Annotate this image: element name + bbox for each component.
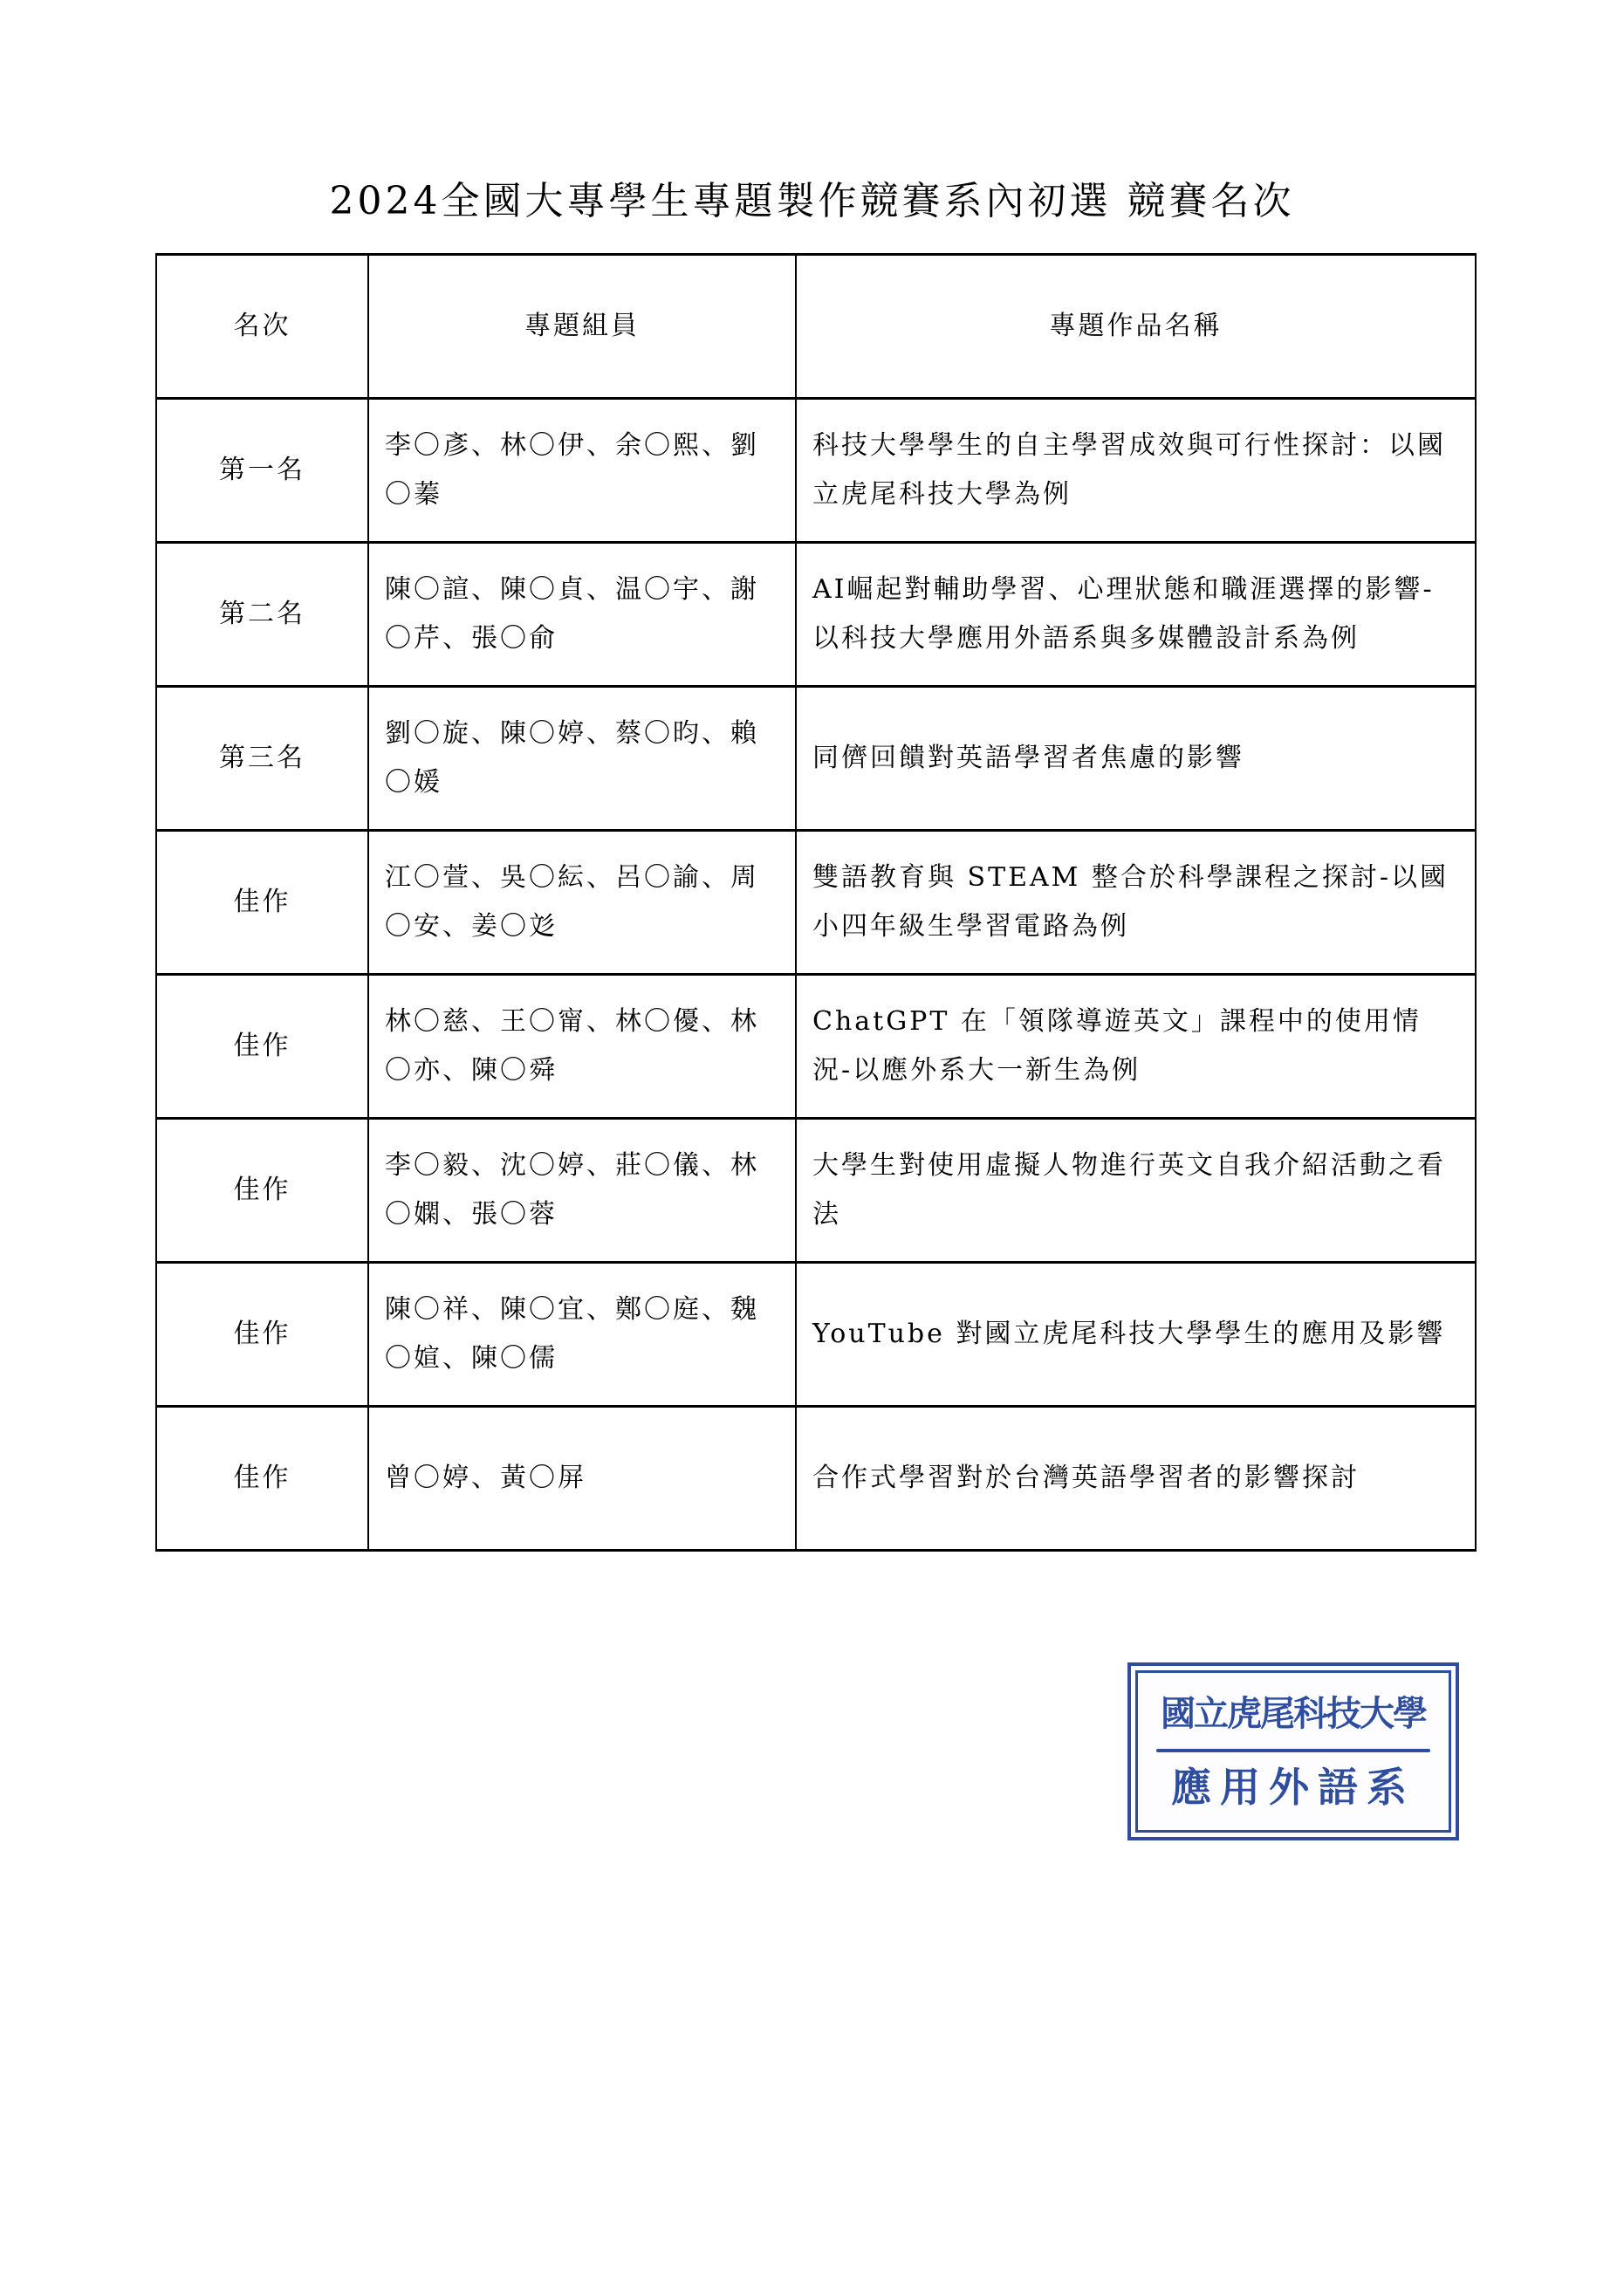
table-row xyxy=(156,399,1476,543)
rank-cell: 佳作 xyxy=(156,1407,368,1551)
department-seal-stamp xyxy=(1127,1662,1459,1840)
project-title-cell: 大學生對使用虛擬人物進行英文自我介紹活動之看法 xyxy=(796,1119,1476,1263)
members-cell: 林〇慈、王〇甯、林〇優、林〇亦、陳〇舜 xyxy=(368,975,796,1119)
stamp-university-name: 國立虎尾科技大學 xyxy=(1161,1694,1426,1734)
table-row xyxy=(156,975,1476,1119)
stamp-department-name: 應用外語系 xyxy=(1171,1764,1415,1811)
header-project-title: 專題作品名稱 xyxy=(796,255,1476,399)
table-row xyxy=(156,687,1476,831)
members-cell: 陳〇祥、陳〇宜、鄭〇庭、魏〇媗、陳〇儒 xyxy=(368,1263,796,1407)
rank-cell: 佳作 xyxy=(156,1119,368,1263)
members-cell: 曾〇婷、黃〇屏 xyxy=(368,1407,796,1551)
rank-cell: 第二名 xyxy=(156,543,368,687)
stamp-divider xyxy=(1156,1749,1429,1752)
members-cell: 劉〇旋、陳〇婷、蔡〇昀、賴〇媛 xyxy=(368,687,796,831)
table-header-row xyxy=(156,255,1476,399)
project-title-cell: YouTube 對國立虎尾科技大學學生的應用及影響 xyxy=(796,1263,1476,1407)
rank-cell: 佳作 xyxy=(156,1263,368,1407)
project-title-cell: 科技大學學生的自主學習成效與可行性探討：以國立虎尾科技大學為例 xyxy=(796,399,1476,543)
project-title-cell: AI崛起對輔助學習、心理狀態和職涯選擇的影響-以科技大學應用外語系與多媒體設計系為例 xyxy=(796,543,1476,687)
project-title-cell: 同儕回饋對英語學習者焦慮的影響 xyxy=(796,687,1476,831)
table-row xyxy=(156,543,1476,687)
rank-cell: 第三名 xyxy=(156,687,368,831)
project-title-cell: 合作式學習對於台灣英語學習者的影響探討 xyxy=(796,1407,1476,1551)
table-row xyxy=(156,1119,1476,1263)
rank-cell: 佳作 xyxy=(156,975,368,1119)
rank-cell: 佳作 xyxy=(156,831,368,975)
members-cell: 江〇萱、吳〇紜、呂〇諭、周〇安、姜〇彣 xyxy=(368,831,796,975)
project-title-cell: 雙語教育與 STEAM 整合於科學課程之探討-以國小四年級生學習電路為例 xyxy=(796,831,1476,975)
members-cell: 李〇毅、沈〇婷、莊〇儀、林〇嫻、張〇蓉 xyxy=(368,1119,796,1263)
results-table xyxy=(155,253,1477,1552)
table-row xyxy=(156,831,1476,975)
project-title-cell: ChatGPT 在「領隊導遊英文」課程中的使用情況-以應外系大一新生為例 xyxy=(796,975,1476,1119)
members-cell: 李〇彥、林〇伊、余〇熙、劉〇蓁 xyxy=(368,399,796,543)
members-cell: 陳〇諠、陳〇貞、温〇宇、謝〇芹、張〇俞 xyxy=(368,543,796,687)
header-members: 專題組員 xyxy=(368,255,796,399)
page-title: 2024全國大專學生專題製作競賽系內初選 競賽名次 xyxy=(329,179,1295,223)
table-row xyxy=(156,1407,1476,1551)
header-rank: 名次 xyxy=(156,255,368,399)
stamp-inner-border xyxy=(1135,1670,1451,1833)
table-row xyxy=(156,1263,1476,1407)
rank-cell: 第一名 xyxy=(156,399,368,543)
